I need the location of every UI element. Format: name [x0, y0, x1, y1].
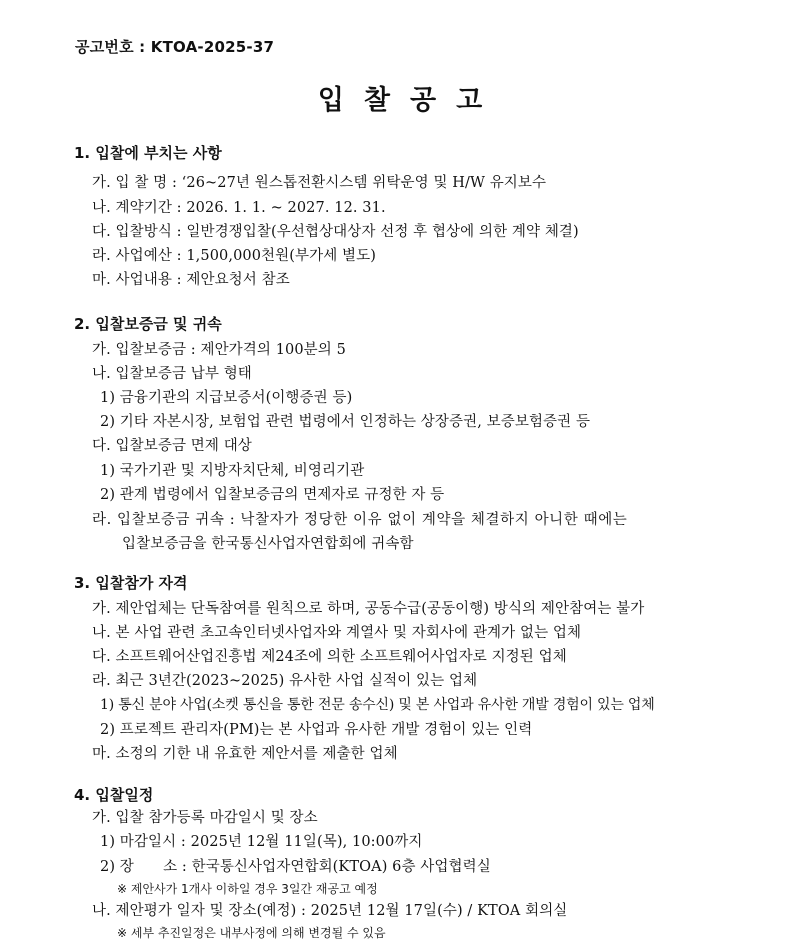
section-2-item-da-2: 2) 관계 법령에서 입찰보증금의 면제자로 규정한 자 등 [100, 487, 445, 503]
section-2-item-da: 다. 입찰보증금 면제 대상 [92, 438, 252, 454]
section-4-note-1: ※ 제안사가 1개사 이하일 경우 3일간 재공고 예정 [117, 882, 378, 896]
section-2-item-da-1: 1) 국가기관 및 지방자치단체, 비영리기관 [100, 463, 365, 479]
section-2-item-ga: 가. 입찰보증금 : 제안가격의 100분의 5 [92, 342, 346, 358]
section-3-item-ma: 마. 소정의 기한 내 유효한 제안서를 제출한 업체 [92, 746, 398, 762]
section-4-item-ga-2: 2) 장 소 : 한국통신사업자연합회(KTOA) 6층 사업협력실 [100, 859, 491, 875]
section-1-heading: 1. 입찰에 부치는 사항 [74, 144, 222, 162]
section-4-item-ga-1: 1) 마감일시 : 2025년 12월 11일(목), 10:00까지 [100, 834, 423, 850]
section-4-item-na: 나. 제안평가 일자 및 장소(예정) : 2025년 12월 17일(수) / KTOA 회의실 [92, 903, 568, 919]
section-3-item-da: 다. 소프트웨어산업진흥법 제24조에 의한 소프트웨어사업자로 지정된 업체 [92, 649, 567, 665]
section-2-heading: 2. 입찰보증금 및 귀속 [74, 315, 222, 333]
section-1-item-da: 다. 입찰방식 : 일반경쟁입찰(우선협상대상자 선정 후 협상에 의한 계약 체결) [92, 224, 579, 240]
section-2-item-ra: 라. 입찰보증금 귀속 : 낙찰자가 정당한 이유 없이 계약을 체결하지 아니한 때에는 [92, 512, 628, 528]
section-3-item-na: 나. 본 사업 관련 초고속인터넷사업자와 계열사 및 자회사에 관계가 없는 업체 [92, 625, 582, 641]
notice-number: 공고번호 : KTOA-2025-37 [75, 38, 275, 56]
section-4-item-ga: 가. 입찰 참가등록 마감일시 및 장소 [92, 810, 318, 826]
section-1-item-na: 나. 계약기간 : 2026. 1. 1. ~ 2027. 12. 31. [92, 200, 386, 216]
section-3-item-ga: 가. 제안업체는 단독참여를 원칙으로 하며, 공동수급(공동이행) 방식의 제안참여는 불가 [92, 601, 645, 617]
section-3-heading: 3. 입찰참가 자격 [74, 574, 188, 592]
section-1-item-ma: 마. 사업내용 : 제안요청서 참조 [92, 272, 290, 288]
section-3-item-ra: 라. 최근 3년간(2023~2025) 유사한 사업 실적이 있는 업체 [92, 673, 478, 689]
section-4-note-2: ※ 세부 추진일정은 내부사정에 의해 변경될 수 있음 [117, 926, 386, 940]
section-2-item-na-2: 2) 기타 자본시장, 보험업 관련 법령에서 인정하는 상장증권, 보증보험증권 등 [100, 414, 591, 430]
section-3-item-ra-2: 2) 프로젝트 관리자(PM)는 본 사업과 유사한 개발 경험이 있는 인력 [100, 722, 533, 738]
section-1-item-ga: 가. 입 찰 명 : ‘26~27년 원스톱전환시스템 위탁운영 및 H/W 유지보수 [92, 175, 547, 191]
section-2-item-na-1: 1) 금융기관의 지급보증서(이행증권 등) [100, 390, 353, 406]
section-2-item-ra-cont: 입찰보증금을 한국통신사업자연합회에 귀속함 [122, 536, 414, 552]
section-1-item-ra: 라. 사업예산 : 1,500,000천원(부가세 별도) [92, 248, 377, 264]
section-4-heading: 4. 입찰일정 [74, 786, 154, 804]
section-3-item-ra-1: 1) 통신 분야 사업(소켓 통신을 통한 전문 송수신) 및 본 사업과 유사한 개발 경험이 있는 업체 [100, 697, 655, 713]
page-title: 입찰공고 [317, 85, 503, 116]
section-2-item-na: 나. 입찰보증금 납부 형태 [92, 366, 252, 382]
